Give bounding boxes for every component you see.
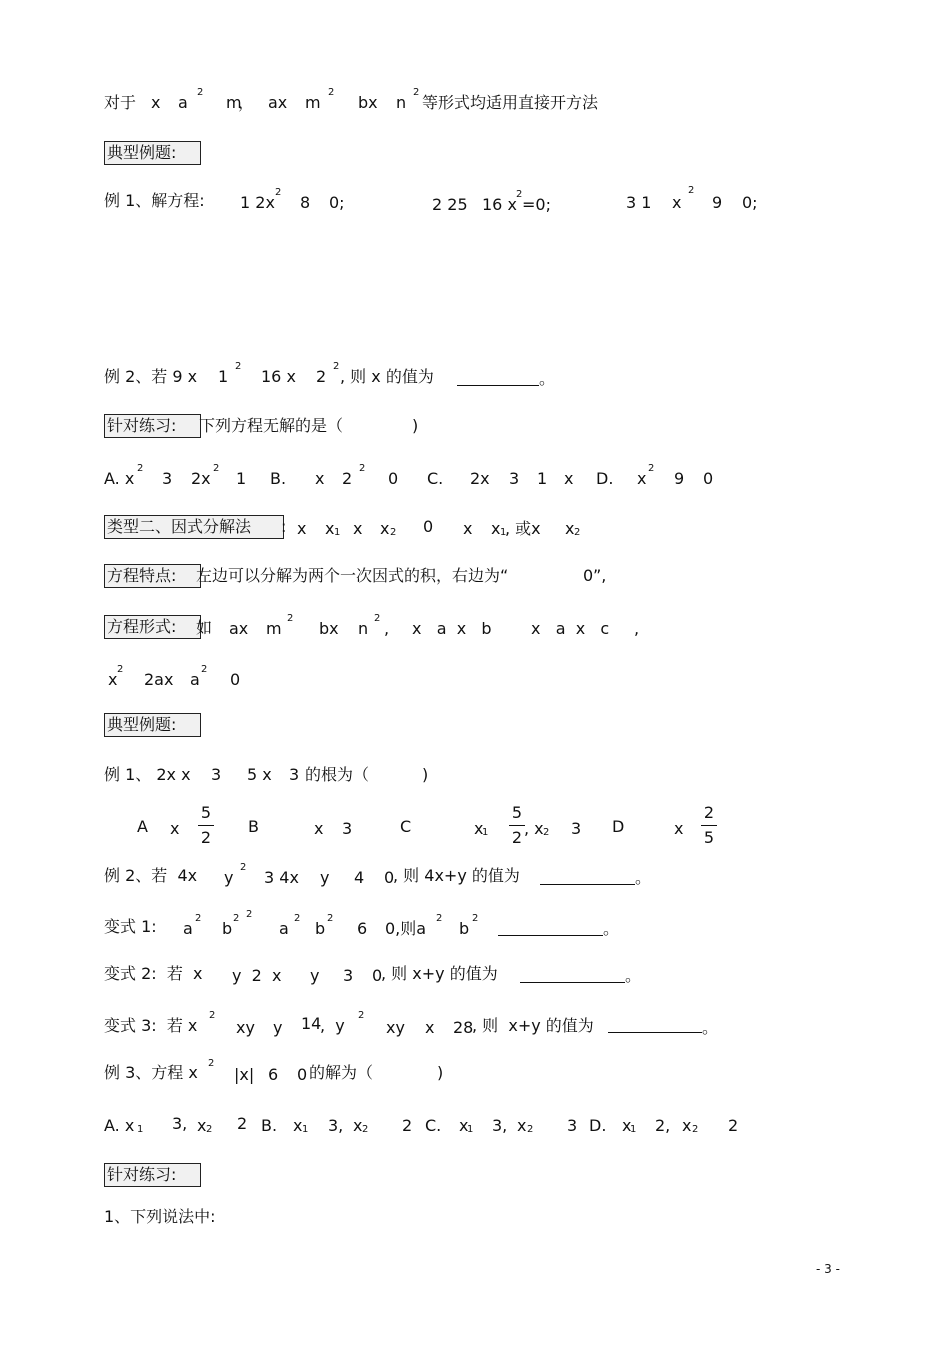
example-2-lead: 例 2、若 9 x — [104, 367, 198, 386]
math: 3, — [172, 1114, 188, 1133]
variant-3-lead: 变式 3: 若 x — [104, 1016, 198, 1035]
paren-close: ) — [412, 416, 419, 435]
superscript: 2 — [327, 913, 334, 924]
math: 2 25 — [432, 195, 468, 214]
superscript: 2 — [235, 361, 242, 372]
superscript: 2 — [208, 1058, 215, 1069]
subscript: 2 — [362, 1124, 369, 1135]
superscript: 2 — [246, 909, 253, 920]
answer-blank — [498, 935, 603, 936]
example-2b-lead: 例 2、若 4x — [104, 866, 198, 885]
features-text: 左边可以分解为两个一次因式的积，右边为“ — [196, 566, 509, 585]
period: 。 — [603, 919, 620, 938]
option-c: C. — [425, 1116, 442, 1135]
subscript: 2 — [543, 827, 550, 838]
math: x — [314, 819, 324, 838]
variant-1-lead: 变式 1: — [104, 917, 157, 936]
subscript: 1 — [500, 527, 507, 538]
superscript: 2 — [197, 87, 204, 98]
math: =0; — [522, 195, 551, 214]
math-m: m — [305, 93, 321, 112]
math: x — [491, 519, 501, 538]
math: a — [183, 919, 193, 938]
paren-close: ) — [422, 765, 429, 784]
math: x — [315, 469, 325, 488]
answer-blank — [520, 982, 625, 983]
option-d: D. — [596, 469, 614, 488]
math: 2 — [402, 1116, 413, 1135]
superscript: 2 — [240, 862, 247, 873]
math-zero: 0 — [583, 566, 594, 585]
math: ax — [229, 619, 249, 638]
math: x — [682, 1116, 692, 1135]
denominator: 2 — [511, 828, 523, 847]
superscript: 2 — [137, 463, 144, 474]
math: 0 — [423, 517, 434, 536]
math: 0 — [297, 1065, 308, 1084]
math: x — [108, 670, 118, 689]
fraction — [509, 803, 525, 848]
math: x — [474, 819, 484, 838]
subscript: 1 — [137, 1124, 144, 1135]
superscript: 2 — [648, 463, 655, 474]
math-x: x — [151, 93, 161, 112]
heading-practice-2: 针对练习: — [104, 1163, 201, 1187]
fraction — [701, 803, 717, 848]
math: x — [674, 819, 684, 838]
answer-blank — [540, 884, 635, 885]
math: 1 — [236, 469, 247, 488]
numerator: 2 — [703, 803, 715, 822]
math: x — [637, 469, 647, 488]
math: y — [273, 1018, 283, 1037]
fraction-bar — [701, 825, 717, 826]
math: y 2 x — [232, 966, 282, 985]
math: , x — [524, 819, 544, 838]
or-text: , 或x — [505, 519, 541, 538]
subscript: 1 — [482, 827, 489, 838]
math: 3, — [328, 1116, 344, 1135]
math: x — [517, 1116, 527, 1135]
math: 16 x — [482, 195, 517, 214]
superscript: 2 — [209, 1010, 216, 1021]
example-1b-lead: 例 1、 2x x — [104, 765, 191, 784]
math: x — [293, 1116, 303, 1135]
math: 3 1 — [626, 193, 652, 212]
math: 3, — [492, 1116, 508, 1135]
period: 。 — [625, 966, 642, 985]
math: , y — [320, 1016, 345, 1035]
example-1b-tail: 的根为（ — [305, 765, 370, 784]
math: 8 — [300, 193, 311, 212]
math: 2 — [316, 367, 327, 386]
math: 2x — [191, 469, 211, 488]
math: b — [222, 919, 233, 938]
math: xy — [236, 1018, 255, 1037]
math: 0 — [230, 670, 241, 689]
subscript: 1 — [302, 1124, 309, 1135]
superscript: 2 — [359, 463, 366, 474]
comma: , — [634, 619, 640, 638]
superscript: 2 — [275, 187, 282, 198]
math: 3 — [343, 966, 354, 985]
answer-blank — [457, 385, 539, 386]
subscript: 2 — [206, 1124, 213, 1135]
heading-typical-examples: 典型例题: — [104, 141, 201, 165]
math: 1 — [537, 469, 548, 488]
math: 0 — [372, 966, 383, 985]
math-a: a — [178, 93, 188, 112]
math: 6 — [357, 919, 368, 938]
practice-question: 下列方程无解的是（ — [199, 416, 344, 435]
option-c: C — [400, 817, 412, 836]
page-number: - 3 - — [816, 1262, 840, 1276]
math: x — [425, 1018, 435, 1037]
math-bx: bx — [358, 93, 378, 112]
math: 3 — [211, 765, 222, 784]
math: 3 — [162, 469, 173, 488]
example-1-lead: 例 1、解方程: — [104, 191, 205, 210]
heading-type-two: 类型二、因式分解法 — [104, 515, 284, 539]
math: 2, — [655, 1116, 671, 1135]
option-a: A. x — [104, 1116, 135, 1135]
math: x — [463, 519, 473, 538]
math: a — [190, 670, 200, 689]
math: 0; — [742, 193, 758, 212]
math: x — [459, 1116, 469, 1135]
math: 0; — [329, 193, 345, 212]
superscript: 2 — [358, 1010, 365, 1021]
math: a — [279, 919, 289, 938]
superscript: 2 — [287, 613, 294, 624]
math: 1 — [218, 367, 229, 386]
superscript: 2 — [213, 463, 220, 474]
superscript: 2 — [233, 913, 240, 924]
math: 16 x — [261, 367, 296, 386]
superscript: 2 — [328, 87, 335, 98]
superscript: 2 — [201, 664, 208, 675]
math: x — [672, 193, 682, 212]
math: 0,则a — [385, 919, 427, 938]
last-line: 1、下列说法中: — [104, 1207, 216, 1226]
math: 0 — [703, 469, 714, 488]
option-b: B. — [270, 469, 287, 488]
variant-2-lead: 变式 2: 若 x — [104, 964, 203, 983]
math: 2ax — [144, 670, 174, 689]
math-abs: |x| — [234, 1065, 255, 1084]
math: b — [315, 919, 326, 938]
math: 0 — [388, 469, 399, 488]
superscript: 2 — [333, 361, 340, 372]
math: 5 x — [247, 765, 272, 784]
subscript: 2 — [527, 1124, 534, 1135]
math: 3 4x — [264, 868, 299, 887]
option-b: B — [248, 817, 259, 836]
math: 3 — [342, 819, 353, 838]
superscript: 2 — [117, 664, 124, 675]
math: bx — [319, 619, 339, 638]
math: x — [170, 819, 180, 838]
math: 3 — [571, 819, 582, 838]
subscript: 1 — [334, 527, 341, 538]
denominator: 2 — [200, 828, 212, 847]
math-ax: ax — [268, 93, 288, 112]
math: 3 — [289, 765, 300, 784]
math: 2 — [342, 469, 353, 488]
fraction-bar — [509, 825, 525, 826]
denominator: 5 — [703, 828, 715, 847]
math: 2x — [470, 469, 490, 488]
superscript: 2 — [436, 913, 443, 924]
fraction-bar — [198, 825, 214, 826]
math: 2 — [237, 1114, 248, 1133]
superscript: 2 — [374, 613, 381, 624]
superscript: 2 — [688, 185, 695, 196]
comma: ， — [238, 93, 255, 112]
subscript: 2 — [692, 1124, 699, 1135]
superscript: 2 — [294, 913, 301, 924]
math-m: m — [226, 93, 242, 112]
math: x — [325, 519, 335, 538]
superscript: 2 — [195, 913, 202, 924]
period: 。 — [635, 868, 652, 887]
math: y — [224, 868, 234, 887]
comma: , — [384, 619, 390, 638]
superscript: 2 — [472, 913, 479, 924]
subscript: 1 — [467, 1124, 474, 1135]
math: x a x c — [531, 619, 610, 638]
variant-3-tail: , 则 x+y 的值为 — [472, 1016, 594, 1035]
math: 6 — [268, 1065, 279, 1084]
math: x — [565, 519, 575, 538]
option-a: A. x — [104, 469, 135, 488]
math: x — [353, 519, 363, 538]
paren-close: ) — [437, 1063, 444, 1082]
math: x — [564, 469, 574, 488]
math: 3 — [567, 1116, 578, 1135]
option-d: D. — [589, 1116, 607, 1135]
math: 1 2x — [240, 193, 275, 212]
math: x a x b — [412, 619, 492, 638]
example-3-tail: 的解为（ — [309, 1063, 374, 1082]
math: 3 — [509, 469, 520, 488]
subscript: 2 — [574, 527, 581, 538]
example-3-lead: 例 3、方程 x — [104, 1063, 198, 1082]
subscript: 1 — [630, 1124, 637, 1135]
math: n — [358, 619, 369, 638]
math: xy — [386, 1018, 405, 1037]
numerator: 5 — [200, 803, 212, 822]
math: y — [320, 868, 330, 887]
math: 28 — [453, 1018, 474, 1037]
example-2b-tail: , 则 4x+y 的值为 — [393, 866, 520, 885]
fraction — [198, 803, 214, 848]
heading-typical-examples-2: 典型例题: — [104, 713, 201, 737]
option-c: C. — [427, 469, 444, 488]
math: 14 — [301, 1014, 322, 1033]
example-2-tail: , 则 x 的值为 — [340, 367, 434, 386]
answer-blank — [608, 1032, 702, 1033]
variant-2-tail: , 则 x+y 的值为 — [381, 964, 498, 983]
option-a: A — [137, 817, 148, 836]
colon: : — [281, 517, 287, 536]
math: x — [622, 1116, 632, 1135]
math: b — [459, 919, 470, 938]
heading-equation-features: 方程特点: — [104, 564, 201, 588]
math: x — [380, 519, 390, 538]
math: 9 — [712, 193, 723, 212]
math-n: n — [396, 93, 407, 112]
subscript: 2 — [390, 527, 397, 538]
superscript: 2 — [516, 189, 523, 200]
math: 9 — [674, 469, 685, 488]
text-intro-tail: 等形式均适用直接开方法 — [422, 93, 599, 112]
math: y — [310, 966, 320, 985]
text-ru: 如 — [196, 618, 213, 637]
math: m — [266, 619, 282, 638]
quote-close: ”, — [593, 566, 607, 585]
math: x — [353, 1116, 363, 1135]
heading-practice: 针对练习: — [104, 414, 201, 438]
option-b: B. — [261, 1116, 278, 1135]
numerator: 5 — [511, 803, 523, 822]
math: 0 — [384, 868, 395, 887]
period: 。 — [539, 369, 556, 388]
math: x — [297, 519, 307, 538]
period: 。 — [702, 1018, 719, 1037]
text-intro-lead: 对于 — [104, 93, 137, 112]
heading-equation-forms: 方程形式: — [104, 615, 201, 639]
option-d: D — [612, 817, 625, 836]
math: x — [197, 1116, 207, 1135]
superscript: 2 — [413, 87, 420, 98]
math: 4 — [354, 868, 365, 887]
math: 2 — [728, 1116, 739, 1135]
